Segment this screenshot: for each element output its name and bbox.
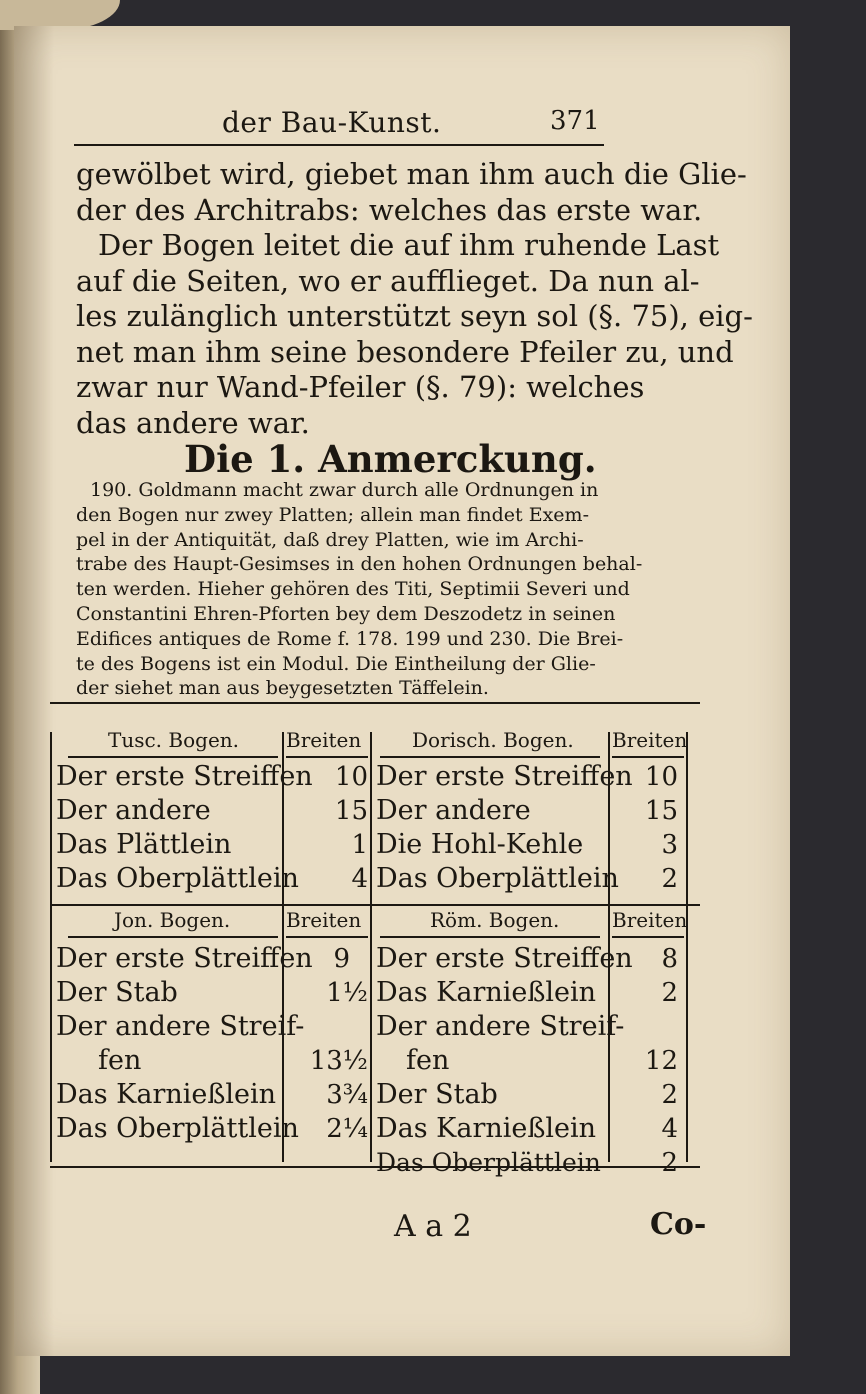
note-line: 190. Goldmann macht zwar durch alle Ordnungen in <box>90 479 599 501</box>
jon-row-value: 9 <box>333 944 350 974</box>
jon-row-label: Der andere Streif- <box>56 1011 305 1042</box>
text-line: auf die Seiten, wo er aufflieget. Da nun al- <box>76 263 700 298</box>
catchword: Co- <box>650 1207 707 1242</box>
page-number: 371 <box>550 106 600 136</box>
rom-row-value: 2 <box>661 978 678 1008</box>
tusc-row-value: 4 <box>351 864 368 894</box>
dor-row-label: Die Hohl-Kehle <box>376 829 584 860</box>
note-line: der siehet man aus beygesetzten Täffelein. <box>76 677 489 700</box>
tusc-row-label: Der erste Streiffen <box>56 761 313 792</box>
tusc-row-label: Der andere <box>56 795 211 826</box>
main-paragraph <box>76 157 796 441</box>
rom-row-label: fen <box>406 1045 450 1076</box>
text-line: der des Architrabs: welches das erste war. <box>76 192 703 227</box>
rom-row-label: Das Karnießlein <box>376 977 597 1008</box>
rom-row-label: Der andere Streif- <box>376 1011 625 1042</box>
jon-row-label: Das Karnießlein <box>56 1079 277 1110</box>
dor-row-label: Der andere <box>376 795 531 826</box>
note-heading: Die 1. Anmerckung. <box>184 437 597 481</box>
tusc-title: Tusc. Bogen. <box>108 728 240 752</box>
signature-mark: A a 2 <box>394 1209 472 1244</box>
note-line: te des Bogens ist ein Modul. Die Eintheilung der Glie- <box>76 652 596 675</box>
rom-row-value: 4 <box>661 1114 678 1144</box>
tusc-row-label: Das Plättlein <box>56 829 232 860</box>
jon-row-label: Der Stab <box>56 977 178 1008</box>
note-line: Edifices antiques de Rome f. 178. 199 und 230. Die Brei- <box>76 627 624 650</box>
jon-row-value: 1½ <box>326 978 368 1008</box>
arch-width-tables <box>50 702 700 1192</box>
rom-row-value: 2 <box>661 1148 678 1178</box>
tusc-row-value: 10 <box>334 762 368 792</box>
text-line: Der Bogen leitet die auf ihm ruhende Last <box>98 228 720 262</box>
rom-title: Röm. Bogen. <box>430 908 560 932</box>
dor-title: Dorisch. Bogen. <box>412 728 574 752</box>
note-line: Constantini Ehren-Pforten bey dem Deszodetz in seinen <box>76 602 616 625</box>
header-underline <box>380 936 600 938</box>
text-line: les zulänglich unterstützt seyn sol (§. 75), eig- <box>76 299 753 333</box>
tusc-row-value: 1 <box>351 830 368 860</box>
text-line: das andere war. <box>76 405 310 440</box>
rom-row-label: Der Stab <box>376 1079 498 1110</box>
note-line: ten werden. Hieher gehören des Titi, Septimii Severi und <box>76 578 630 601</box>
header-rule <box>74 144 604 146</box>
header-underline <box>612 756 684 758</box>
table-top-rule <box>50 702 700 704</box>
rom-row-label: Der erste Streiffen <box>376 943 633 974</box>
header-underline <box>286 756 368 758</box>
note-line: den Bogen nur zwey Platten; allein man findet Exem- <box>76 503 589 526</box>
dor-row-label: Das Oberplättlein <box>376 863 619 894</box>
rom-row-value: 2 <box>661 1080 678 1110</box>
text-line: gewölbet wird, giebet man ihm auch die Glie- <box>76 157 747 191</box>
header-underline <box>612 936 684 938</box>
jon-row-label: Das Oberplättlein <box>56 1113 299 1144</box>
jon-width-header: Breiten <box>286 908 362 932</box>
header-underline <box>68 936 278 938</box>
table-col-rule <box>370 732 372 1162</box>
jon-title: Jon. Bogen. <box>114 908 231 932</box>
table-right-rule <box>686 732 688 1162</box>
book-page <box>14 26 790 1356</box>
header-underline <box>286 936 368 938</box>
dor-row-value: 2 <box>661 864 678 894</box>
note-paragraph <box>76 478 796 701</box>
dor-row-value: 10 <box>644 762 678 792</box>
note-line: trabe des Haupt-Gesimses in den hohen Ordnungen behal- <box>76 553 643 576</box>
dor-row-value: 15 <box>644 796 678 826</box>
page-gutter-shadow <box>14 26 54 1356</box>
text-line: zwar nur Wand-Pfeiler (§. 79): welches <box>76 370 645 404</box>
rom-width-header: Breiten <box>612 908 688 932</box>
note-line: pel in der Antiquität, daß drey Platten, wie im Archi- <box>76 528 584 551</box>
tusc-row-value: 15 <box>334 796 368 826</box>
tusc-row-label: Das Oberplättlein <box>56 863 299 894</box>
rom-row-value: 12 <box>644 1046 678 1076</box>
section-rule <box>50 904 700 906</box>
dor-row-value: 3 <box>661 830 678 860</box>
text-line: net man ihm seine besondere Pfeiler zu, und <box>76 334 734 369</box>
jon-row-value: 13½ <box>309 1046 368 1076</box>
rom-row-value: 8 <box>661 944 678 974</box>
header-underline <box>380 756 600 758</box>
tusc-width-header: Breiten <box>286 728 362 752</box>
jon-row-value: 2¼ <box>326 1114 368 1144</box>
jon-row-label: fen <box>98 1045 142 1076</box>
table-bottom-rule <box>50 1166 700 1168</box>
rom-row-label: Das Oberplättlein <box>376 1148 601 1177</box>
jon-row-value: 3¾ <box>326 1080 368 1110</box>
page-header <box>74 74 774 139</box>
header-underline <box>68 756 278 758</box>
table-left-rule <box>50 732 52 1162</box>
dor-row-label: Der erste Streiffen <box>376 761 633 792</box>
running-head: der Bau-Kunst. <box>222 106 442 139</box>
dor-width-header: Breiten <box>612 728 688 752</box>
jon-row-label: Der erste Streiffen <box>56 943 313 974</box>
rom-row-label: Das Karnießlein <box>376 1113 597 1144</box>
